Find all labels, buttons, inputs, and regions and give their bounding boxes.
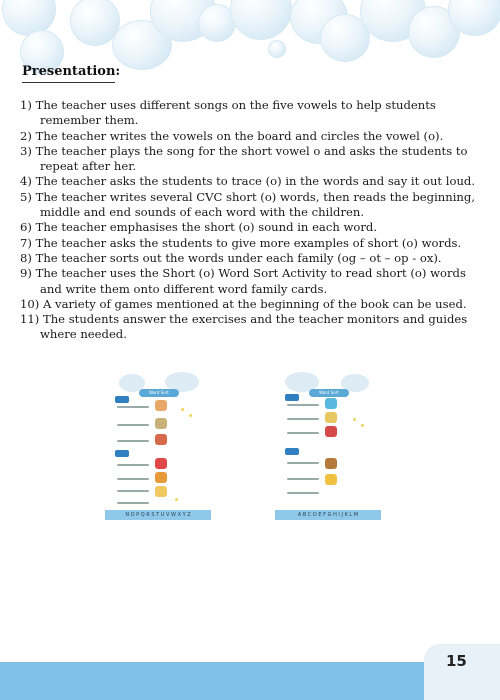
picture-icon — [155, 486, 167, 497]
word-line — [287, 404, 319, 406]
picture-icon — [155, 472, 167, 483]
step-item: 6) The teacher emphasises the short (o) sound in each word. — [20, 220, 378, 235]
word-line — [117, 490, 149, 492]
picture-icon — [155, 458, 167, 469]
word-family-tag — [285, 448, 299, 455]
bubble-decoration — [230, 0, 292, 40]
picture-icon — [325, 474, 337, 485]
word-line — [287, 478, 319, 480]
heading-underline — [22, 82, 115, 83]
alphabet-strip: N O P Q R S T U V W X Y Z — [105, 510, 211, 520]
step-item: 2) The teacher writes the vowels on the board and circles the vowel (o). — [20, 128, 444, 143]
picture-icon — [325, 398, 337, 409]
star-decoration — [175, 498, 178, 501]
picture-icon — [325, 458, 337, 469]
star-decoration — [181, 408, 184, 411]
thumbnail-title: Word Sort — [309, 389, 349, 397]
picture-icon — [325, 412, 337, 423]
step-item: 1) The teacher uses different songs on the five vowels to help students remember them. — [20, 98, 436, 128]
step-item: 10) A variety of games mentioned at the beginning of the book can be used. — [20, 296, 467, 311]
picture-icon — [155, 418, 167, 429]
worksheet-thumbnail-b — [275, 378, 381, 520]
word-line — [287, 462, 319, 464]
step-item: 9) The teacher uses the Short (o) Word Sort Activity to read short (o) words and write them onto different word family cards. — [20, 266, 466, 296]
picture-icon — [155, 400, 167, 411]
step-item: 8) The teacher sorts out the words under each family (og – ot – op - ox). — [20, 250, 442, 265]
word-line — [287, 492, 319, 494]
star-decoration — [361, 424, 364, 427]
word-family-tag — [285, 394, 299, 401]
word-line — [287, 418, 319, 420]
word-line — [117, 502, 149, 504]
star-decoration — [189, 414, 192, 417]
presentation-steps — [20, 98, 482, 343]
word-line — [117, 464, 149, 466]
section-heading: Presentation: — [22, 64, 121, 79]
word-line — [287, 432, 319, 434]
step-item: 11) The students answer the exercises and the teacher monitors and guides where needed. — [20, 312, 468, 342]
thumbnail-title: Word Sort — [139, 389, 179, 397]
page-number: 15 — [446, 652, 467, 670]
word-line — [117, 406, 149, 408]
step-item: 5) The teacher writes several CVC short (o) words, then reads the beginning, middle and end sounds of each word with the children. — [20, 189, 476, 220]
picture-icon — [325, 426, 337, 437]
word-family-tag — [115, 396, 129, 403]
step-item: 3) The teacher plays the song for the short vowel o and asks the students to repeat after her. — [20, 143, 468, 174]
word-line — [117, 478, 149, 480]
worksheet-thumbnail-a — [105, 378, 211, 520]
step-item: 4) The teacher asks the students to trace (o) in the words and say it out loud. — [20, 174, 476, 189]
star-decoration — [353, 418, 356, 421]
step-item: 7) The teacher asks the students to give more examples of short (o) words. — [20, 235, 462, 250]
picture-icon — [155, 434, 167, 445]
word-line — [117, 424, 149, 426]
word-line — [117, 440, 149, 442]
word-family-tag — [115, 450, 129, 457]
alphabet-strip: A B C D E F G H I J K L M — [275, 510, 381, 520]
bubble-decoration — [268, 40, 286, 58]
